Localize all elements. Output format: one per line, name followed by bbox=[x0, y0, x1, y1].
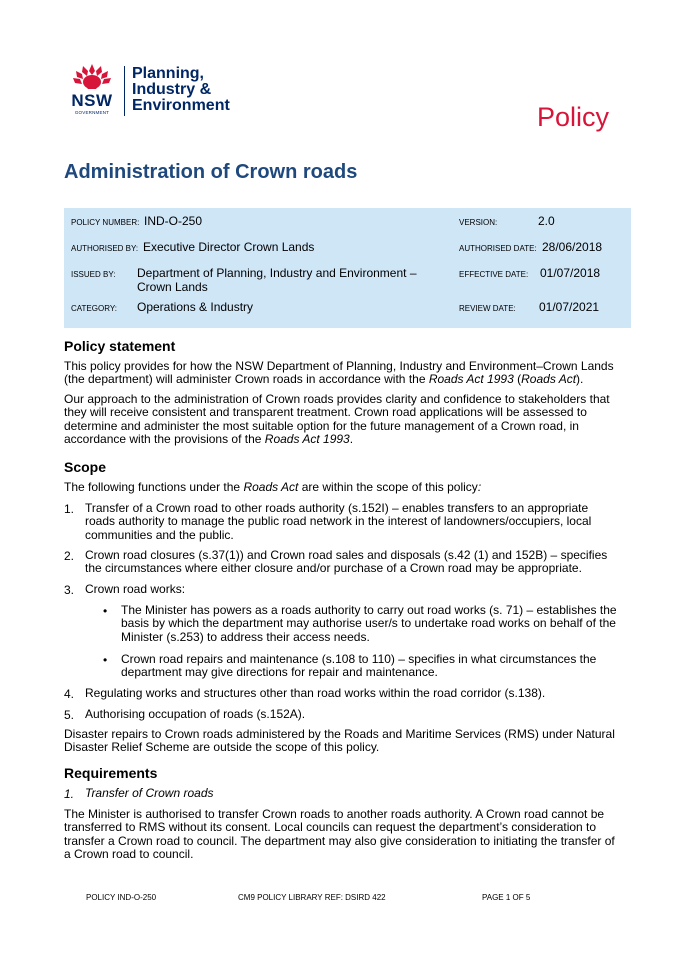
department-line-3: Environment bbox=[132, 97, 230, 114]
department-name bbox=[132, 66, 230, 114]
scope-bullet-text: Crown road repairs and maintenance (s.108 to 110) – specifies in what circumstances the department may give directions for repair and maintenance. bbox=[121, 652, 597, 680]
footer-policy-id: POLICY IND-O-250 bbox=[86, 893, 157, 902]
requirements-paragraph-1: The Minister is authorised to transfer Crown roads to another roads authority. A Crown road cannot be transferred to RMS without its consent. Local councils can request the department’s consideration to transfer a Crown road to council. The department may also give consideration to initiating the transfer of a Crown road to council. bbox=[64, 807, 615, 862]
scope-item-text: Authorising occupation of roads (s.152A). bbox=[85, 707, 306, 721]
policy-number-label: POLICY NUMBER: bbox=[71, 218, 140, 227]
version-value: 2.0 bbox=[538, 214, 555, 228]
bullet-icon: • bbox=[103, 653, 108, 667]
authorised-date-value: 28/06/2018 bbox=[542, 240, 603, 254]
scope-item-number: 5. bbox=[64, 708, 75, 722]
scope-intro: The following functions under the Roads Act are within the scope of this policy: bbox=[64, 480, 482, 494]
scope-item-number: 1. bbox=[64, 502, 75, 516]
authorised-by-value: Executive Director Crown Lands bbox=[143, 240, 315, 254]
review-date-value: 01/07/2021 bbox=[539, 300, 600, 314]
department-line-2: Industry & bbox=[132, 81, 212, 98]
scope-item-text: Crown road closures (s.37(1)) and Crown road sales and disposals (s.42 (1) and 152B) – specifies the circumstances where either closure and/or purchase of a Crown road may be appropriate. bbox=[85, 548, 608, 576]
scope-item-text: Transfer of a Crown road to other roads authority (s.152I) – enables transfers to an appropriate roads authority to manage the public road network in the interest of landowners/occupiers, local communities and the public. bbox=[85, 501, 592, 542]
government-wordmark: GOVERNMENT bbox=[74, 110, 110, 115]
category-value: Operations & Industry bbox=[137, 300, 254, 314]
review-date-label: REVIEW DATE: bbox=[459, 304, 516, 313]
scope-item-number: 3. bbox=[64, 583, 75, 597]
version-label: VERSION: bbox=[459, 218, 498, 227]
footer-library-ref: CM9 POLICY LIBRARY REF: DSIRD 422 bbox=[238, 893, 386, 902]
issued-by-value: Department of Planning, Industry and Environment – Crown Lands bbox=[137, 266, 417, 294]
scope-item-text: Crown road works: bbox=[85, 582, 186, 596]
scope-closing-paragraph: Disaster repairs to Crown roads administered by the Roads and Maritime Services (RMS) under Natural Disaster Relief Scheme are outside the scope of this policy. bbox=[64, 727, 615, 755]
bullet-icon: • bbox=[103, 604, 108, 618]
issued-by-label: ISSUED BY: bbox=[71, 270, 116, 279]
scope-item-number: 4. bbox=[64, 687, 75, 701]
requirements-heading: Requirements bbox=[64, 765, 158, 781]
authorised-by-label: AUTHORISED BY: bbox=[71, 244, 139, 253]
nsw-wordmark: NSW bbox=[71, 91, 113, 110]
scope-item-number: 2. bbox=[64, 549, 75, 563]
department-line-1: Planning, bbox=[132, 65, 204, 82]
requirements-subsection-number: 1. bbox=[64, 787, 75, 801]
logo-divider bbox=[124, 66, 125, 116]
scope-heading: Scope bbox=[64, 459, 107, 475]
document-type-label: Policy bbox=[536, 102, 609, 132]
scope-bullet-text: The Minister has powers as a roads authority to carry out road works (s. 71) – establishes the basis by which the department may authorise user/s to undertake road works on behalf of the Minister (s.253) to address their access needs. bbox=[121, 603, 617, 644]
page-title: Administration of Crown roads bbox=[64, 161, 358, 183]
requirements-subsection-title: Transfer of Crown roads bbox=[85, 786, 214, 800]
category-label: CATEGORY: bbox=[71, 304, 117, 313]
effective-date-label: EFFECTIVE DATE: bbox=[459, 270, 529, 279]
policy-statement-paragraph-1: This policy provides for how the NSW Department of Planning, Industry and Environment–Crown Lands (the department) will administer Crown roads in accordance with the Roads Act 1993 (Roads Act). bbox=[64, 359, 614, 387]
effective-date-value: 01/07/2018 bbox=[540, 266, 601, 280]
policy-number-value: IND-O-250 bbox=[144, 214, 203, 228]
footer-page-number: PAGE 1 OF 5 bbox=[482, 893, 531, 902]
policy-statement-paragraph-2: Our approach to the administration of Crown roads provides clarity and confidence to stakeholders that they will receive consistent and transparent treatment. Crown road applications will be assessed to determine and administer the most suitable option for the future management of a Crown road, in accordance with the provisions of the Roads Act 1993. bbox=[64, 392, 610, 447]
authorised-date-label: AUTHORISED DATE: bbox=[459, 244, 537, 253]
waratah-icon bbox=[70, 62, 114, 92]
policy-info-box bbox=[64, 208, 631, 328]
policy-statement-heading: Policy statement bbox=[64, 338, 176, 354]
nsw-logo bbox=[70, 62, 250, 122]
scope-item-text: Regulating works and structures other than road works within the road corridor (s.138). bbox=[85, 686, 546, 700]
